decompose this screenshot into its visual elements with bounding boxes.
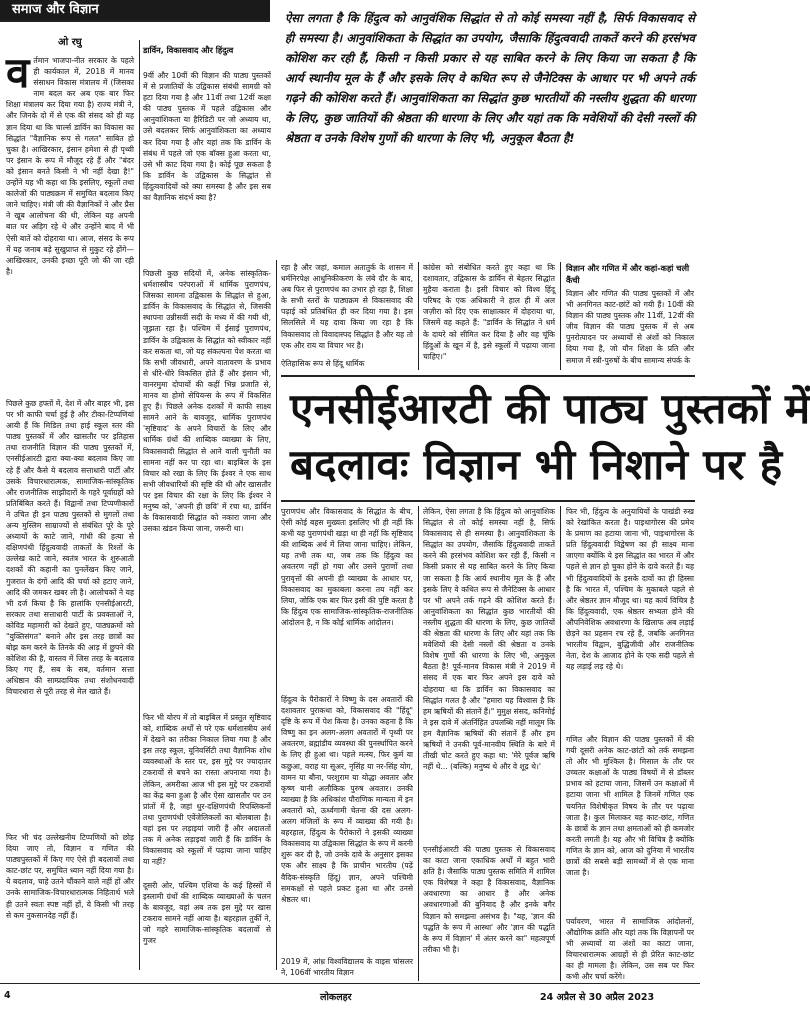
column-5-top: विज्ञान और गणित की पाठ्य पुस्तकों में और भी अनगिनत काट-छांटें को गयी हैं। 10वीं की विज्ञान की पाठ्य पुस्तक और 11वीं, 12वीं की जीव विज्ञान की पाठ्य पुस्तक में से अब पुनरोत्पादन पर अध्यायों से अंशों को निकाल दिया गया है, जो यौन शिक्षा के प्रति और समाज में स्त्री-पुरुषों के बीच सामान्य संपर्क के: [566, 289, 694, 365]
column-3-lower: पुराणपंथ और विकासवाद के सिद्धांत के बीच, ऐसी कोई बहस मुख्यतः इसलिए भी ही नहीं कि कभी यह पुराणपंथी खड़ा था ही नहीं कि सृष्टिवाद की शाब्दिक अर्थ में लिया जाना चाहिए। लेकिन, यह तभी तक था, जब तक कि हिंदुत्व का अवतरण नहीं हो गया और उसने पुराणों तथा पुरावृत्तों की अपनी ही व्याख्या के आधार पर, विकासवाद का मुकाबला करना तय नहीं कर लिया, जोकि एक बार फिर इसी की पुष्टि करता है कि हिंदुत्व एक सामाजिक-सांस्कृतिक-राजनीतिक आंदोलन है, न कि कोई धार्मिक आंदोलन।: [281, 507, 413, 627]
headline-rule-bottom: [281, 500, 695, 502]
column-divider: [560, 262, 561, 370]
drop-cap: व: [6, 48, 30, 97]
page-number: 4: [4, 990, 11, 1001]
column-5-lower: फिर भी, हिंदुत्व के अनुयायियों के पाखंडी रुख को रेखांकित करता है। पाइथागोरस की प्रमेय के प्रमाण का हटाया जाना भी, पाइथागोरस के प्रति हिंदुत्ववादी विद्वेषण का ही साक्ष्य माना जाएगा क्योंकि ये इस सिद्धांत का भारत में और पहले से ज्ञान हो चुका होने के दावे करते हैं। यह भी हिंदुत्ववादियों के इसके दावों का ही हिस्सा है कि भारत में, पश्चिम के मुकाबले पहले से और श्रेष्ठतर ज्ञान मौजूद था। यह कार्य विचित्र है कि हिंदुत्ववादी, एक श्रेष्ठतर सभ्यता होने की औपनिवेशिक अवधारणा के खिलाफ अब लड़ाई छेड़ने का प्रहसन रच रहे हैं, जबकि अनगिनत भारतीय विद्वान, बुद्धिजीवी और राजनीतिक नेता, देश के आजाद होने के एक सदी पहले से यह लड़ाई लड़ रहे थे।: [566, 507, 694, 672]
headline-line-1: एनसीईआरटी की पाठ्य पुस्तकों में: [290, 384, 810, 433]
column-divider: [560, 506, 561, 981]
column-5-lower-c: पर्यावरण, भारत में सामाजिक आंदोलनों, औद्योगिक क्रांति और यहां तक कि विज्ञापनों पर भी अध्यायों या अंशों का काटा जाना, विचारधारात्मक आग्रहों से ही प्रेरित काट-छांट का ही मामला है। लेकिन, उस सब पर फिर कभी और चर्चा करेंगे।: [566, 917, 694, 982]
headline-line-2: बदलावः विज्ञान भी निशाने पर है: [290, 440, 783, 489]
column-4-lower-b: एनसीईआरटी की पाठ्य पुस्तक से विकासवाद का काटा जाना एकाधिक अर्थों में बहुत भारी क्षति है। जैसाकि पाठ्य पुस्तक समिति में शामिल एक विशेषज्ञ ने कहा है विकासवाद, वैज्ञानिक अवधारणा का आधार है और अनेक अवधारणाओं की बुनियाद है और इनके बगैर विज्ञान को समझना असंभव है। "यह, 'ज्ञान की पद्धति के रूप में आस्था' और 'ज्ञान की पद्धति के रूप में विज्ञान' में अंतर करने का" महत्वपूर्ण तरीका भी है।: [423, 845, 555, 954]
paper-name: लोकलहर: [320, 992, 352, 1003]
subhead-darwin: डार्विन, विकासवाद और हिंदुत्व: [143, 45, 234, 55]
column-divider: [418, 262, 419, 370]
column-divider: [418, 506, 419, 981]
column-3-lower-c: 2019 में, आंध्र विश्वविद्यालय के वाइस चांसलर ने, 106वीं भारतीय विज्ञान: [281, 957, 413, 978]
column-3-top: रहा है और जहां, कमाल अतातुर्क के शासन में धर्मनिरपेक्ष आधुनिकीकरण के लंबे दौर के बाद, अब फिर से पुराणपंथ का उभार हो रहा है, शिक्षा के सभी स्तरों के पाठ्यक्रम से विकासवाद की पढ़ाई को प्रतिबंधित ही कर दिया गया है। इस सिलसिले में यह दावा किया जा रहा है कि विकासवाद तो विवादास्पद सिद्धांत है और यह तो एक और राय या विचार भर है।: [281, 263, 413, 350]
column-3-top-end: ऐतिहासिक रूप से हिंदू धार्मिक: [281, 359, 365, 368]
column-divider: [139, 40, 140, 970]
pull-quote: ऐसा लगता है कि हिंदुत्व को आनुवंशिक सिद्धांत से तो कोई समस्या नहीं है, सिर्फ विकासवाद से ही समस्या है। आनुवांशिकता के सिद्धांत का उपयोग, जैसाकि हिंदुत्ववादी ताकतें करने की हरसंभव कोशिश कर रही हैं, किसी न किसी प्रकार से यह साबित करने के लिए किया जा सकता है कि आर्य स्थानीय मूल के हैं और इसके लिए वे कथित रूप से जैनेटिक्स के आधार पर भी अपने तर्क गढ़ने की कोशिश करते हैं। आनुवांशिकता का सिद्धांत कुछ भारतीयों की नस्लीय शुद्धता की धारणा के लिए, कुछ जातियों की श्रेष्ठता की धारणा के लिए और यहां तक कि मवेशियों की देसी नस्लों की श्रेष्ठता व उनके विशेष गुणों की धारणा के लिए भी, अनुकूल बैठता है!: [285, 11, 695, 145]
column-2-body-d: दूसरी ओर, पश्चिम एशिया के कई हिस्सों में इस्लामी ग्रंथों की शाब्दिक व्याख्याओं के चलन के बावजूद, वहां अब तक इस मुद्दे पर खास टकराव सामने नहीं आया है। बहरहाल तुर्की ने, जो गहरे सामाजिक-सांस्कृतिक बदलावों से गुजर: [143, 881, 271, 946]
column-divider: [276, 260, 277, 970]
column-1-end: फिर भी चंद उल्लेखनीय टिप्पणियों को छोड़ दिया जाए तो, विज्ञान व गणित की पाठ्यपुस्तकों में किए गए ऐसे ही बदलावों तथा काट-छांट पर, समुचित ध्यान नहीं दिया गया है। ये बदलाव, चाहे उतने चौंकाने वाले नहीं हों और उनके सामाजिक-विचारधारात्मक निहितार्थ भले ही उतने स्वतः स्पष्ट नहीं हों, ये किसी भी तरह से कम नुकसानदेह नहीं हैं।: [6, 833, 134, 920]
column-4-lower: लेकिन, ऐसा लगता है कि हिंदुत्व को आनुवांशिक सिद्धांत से तो कोई समस्या नहीं है, सिर्फ विकासवाद से ही समस्या है। आनुवांशिकता के सिद्धांत का उपयोग, जैसाकि हिंदुत्ववादी ताकतें करने की हरसंभव कोशिश कर रही हैं, किसी न किसी प्रकार से यह साबित करने के लिए किया जा सकता है कि आर्य स्थानीय मूल के हैं और इसके लिए वे कथित रूप से जैनेटिक्स के आधार पर भी अपने तर्क गढ़ने की कोशिश करते हैं। आनुवांशिकता का सिद्धांत कुछ भारतीयों की नस्लीय शुद्धता की धारणा के लिए, कुछ जातियों की श्रेष्ठता की धारणा के लिए और यहां तक कि मवेशियों की देसी नस्लों की श्रेष्ठता व उनके विशेष गुणों की धारणा के लिए भी, अनुकूल बैठता है! पूर्व-मानव विकास मंत्री ने 2019 में संसद में एक बार फिर अपने इस दावे को दोहराया था कि डार्विन का विकासवाद का सिद्धांत गलत है और "हमारा यह विश्वास है कि हम ऋषियों की संतानें हैं।" मुमुक्ष संसद, कनिमोई ने इस दावे में अंतर्निहित उपलब्धि नहीं मालूम कि हम वैज्ञानिक ऋषियों की संतानें हैं और हम ऋषियों ने उनकी पूर्व-मानवीय स्थिति के बारे में तीखी चोट करते हुए कहा था: 'मेरे पूर्वज ऋषि नहीं थे... (बल्कि) मनुष्य थे और वे शूद्र थे।': [423, 507, 556, 772]
section-rule: [0, 20, 270, 22]
issue-date: 24 अप्रैल से 30 अप्रैल 2023: [540, 992, 655, 1003]
column-5-lower-b: गणित और विज्ञान की पाठ्य पुस्तकों में की गयी दूसरी अनेक काट-छांटों को तर्क समझना तो और भी मुश्किल है। मिसाल के तौर पर उच्चतर कक्षाओं के पाठ्य विषयों में से डॉब्लर प्रभाव को हटाया जाना, जिसमें उन कक्षाओं में हटाया जाना भी शामिल है जिनमें गणित एक चयनित विशेषीकृत विषय के तौर पर पढ़ाया जाता है। कुल मिलाकर यह काट-छांट, गणित के छात्रों के ज्ञान तथा क्षमताओं को ही कमजोर करती लगती है। यह और भी विचित्र है क्योंकि गणित के ज्ञान को, आज को दुनिया में भारतीय छात्रों की सबसे बड़ी सामर्थ्यों में से एक माना जाता है।: [566, 735, 694, 878]
section-label: समाज और विज्ञान: [0, 0, 270, 20]
subhead-science-math: विज्ञान और गणित में और कहां-कहां चली कैंची: [566, 263, 690, 285]
column-1-body: पिछले कुछ हफ्तों में, देश में और बाहर भी, इस पर भी काफी चर्चा हुई है और टीका-टिप्पणियां आयी हैं कि मिडिल तथा हाई स्कूल स्तर की पाठ्य पुस्तकों में और खासतौर पर इतिहास तथा राजनीति विज्ञान की पाठ्य पुस्तकों में, एनसीईआरटी द्वारा क्या-क्या बदलाव किए जा रहे हैं और कैसे ये बदलाव सत्ताधारी पार्टी और उसके विचारधारात्मक, सामाजिक-सांस्कृतिक और राजनीतिक साझीदारों के गहरे पूर्वाग्रहों को प्रतिबिंबित करते हैं। विद्वानों तथा टिप्पणीकारों ने उचित ही इन पाठ्य पुस्तकों से मुगलों तथा अन्य मुस्लिम साम्राज्यों से संबंधित पूरे के पूरे अध्यायों के काटे जाने, गांधी की हत्या से दक्षिणपंथी हिंदुत्ववादी ताकतों के रिश्तों के उल्लेख काटे जाने, स्वतंत्र भारत के शुरुआती दशकों की कहानी का पुनर्लेखन किए जाने, गुजरात के दंगों आदि की चर्चा को हटाए जाने, आदि की जमकर खबर ली है। आलोचकों ने यह भी दर्ज किया है कि हालांकि एनसीईआरटी, सरकार तथा सत्ताधारी पार्टी के प्रवक्ताओं ने, कोविड महामारी को देखते हुए, पाठ्यक्रमों को "युक्तिसंगत" बनाने और इस तरह छात्रों का बोझ कम करने के तिनके की आड़ में छुपने की कोशिश की है, वास्तव में जिस तरह के बदलाव किए गए हैं, सब के सब, वर्तमान सत्ता अधिष्ठान की साम्प्रदायिक तथा संशोधनवादी विचारधारा से पूरी तरह से मेल खाते हैं।: [6, 399, 134, 697]
column-1-intro-text: र्तमान भाजपा-नीत सरकार के पहले ही कार्यकाल में, 2018 में मानव संसाधन विकास मंत्रालय में (जिसका नाम बदल कर अब एक बार फिर शिक्षा मंत्रालय कर दिया गया है) राज्य मंत्री ने, और जिनके दो में से एक की संसद को ही यह ज्ञान दिया था कि चार्ल्स डार्विन का विकास का सिद्धांत "वैज्ञानिक रूप से गलत" साबित हो चुका है। आखिरकार, इंसान हमेशा से ही पृथ्वी पर इंसान के रूप में मौजूद रहे हैं और "बंदर को इंसान बनते किसी ने भी नहीं देखा है!" उन्होंने यह भी कहा था कि इसलिए, स्कूलों तथा कालेजों की पाठ्यक्रम में समुचित बदलाव किए जाने चाहिए। मंत्री जी की वैज्ञानिकों ने और प्रैस ने खूब आलोचना की थी, लेकिन यह अपनी बात पर अड़िग रहे थे और उन्होंने बाद में भी ऐसी बातें को दोहराया था। आज, संसद के रूप में यह जनाब बड़े सुखुप्राप्त से मुकुट रहे होंगे—आखिरकार, उनकी इच्छा पूरी जो की जा रही है।: [6, 56, 134, 276]
footer-rule: [0, 983, 700, 984]
column-2-body-b: पिछली कुछ सदियों में, अनेक सांस्कृतिक-धर्मशास्त्रीय परंपराओं में धार्मिक पुराणपंथ, जिसका सामना उद्विकास के सिद्धांत से हुआ, डार्विन के विकासवाद के सिद्धांत से, जिसकी स्थापना उन्नीसवीं सदी के मध्य में की गयी थी, जूझता रहा है। पश्चिम में ईसाई पुराणपंथ, डार्विन के उद्विकास के सिद्धांत को स्वीकार नहीं कर सकता था, जो यह संकल्पना पेश करता था कि सभी जीवधारी, अपने वातावरण के प्रभाव से धीरे-धीरे विकसित होते हैं और इंसान भी, वानरमुमा दोपायों की कहीं भिन्न प्रजाति से, मानव या होमो सेपियन्स के रूप में विकसित हुए हैं। पिछले अनेक दशकों में काफी साक्ष्य सामने आने के बावजूद, धार्मिक पुराणपंथ 'सृष्टिवाद' के अपने विचारों के लिए और धार्मिक ग्रंथों की शाब्दिक व्याख्या के लिए, विकासवादी सिद्धांत से आने वाली चुनौती का सामना नहीं कर पा रहा था। बाइबिल के इस विचार को रखा के लिए कि ईश्वर ने एक साथ सभी जीवधारियों की सृष्टि की थी और खासतौर पर इस विचार की रक्षा के लिए कि ईश्वर ने मनुष्य को, 'अपनी ही छवि' में रचा था, डार्विन के विकासवादी सिद्धांत को नकारा जाना और उसका खंडन किया जाना, जरूरी था।: [143, 269, 271, 534]
column-2-body-c: फिर भी योरप में तो बाइबिल में प्रस्तुत सृष्टिवाद को, शाब्दिक अर्थों से परे एक धर्मशास्त्रीय अर्थ में देखने का तरीका निकाल लिया गया है और इस तरह स्कूल, यूनिवर्सिटी तथा वैज्ञानिक शोध व्यवस्थाओं के स्तर पर, इस मुद्दे पर ज्यादातर टकरावों से बचने का रास्ता अपनाया गया है। लेकिन, अमरीका आज भी इस मुद्दे पर टकरावों का केंद्र बना हुआ है और ऐसा खासतौर पर उन प्रांतों में है, जहां धुर-दक्षिणपंथी रिपब्लिकनों तथा पुराणपंथी एवेंजेलिकलों का बोलबाला है। वहां इस पर लड़ाइयां जारी हैं और अदालतों तक में अनेक लड़ाइयां जारी हैं कि डार्विन के विकासवाद को स्कूलों में पढ़ाया जाना चाहिए या नहीं?: [143, 713, 271, 867]
column-2-body: 9वीं और 10वीं की विज्ञान की पाठ्य पुस्तकों में से प्रजातियों के उद्विकास संबंधी सामग्री को हटा दिया गया है और 11वीं तथा 12वीं कक्षा की पाठ्य पुस्तक में पहले उद्विकास और आनुवांशिकता या हैरिडिटी पर जो अध्याय था, उसे बदलकर सिर्फ आनुवांशिकता का अध्याय कर दिया गया है और यहां तक कि डार्विन के संबंध में पहले जो एक बॉक्स हुआ करता था, उसे भी काट दिया गया है। कोई पूछ सकता है कि डार्विन के उद्विकास के सिद्धांत से हिंदुत्ववादियों को क्या समस्या है और इस सब का वैज्ञानिक संदर्भ क्या है?: [143, 71, 271, 203]
headline-rule-top: [281, 375, 695, 377]
column-3-lower-b: हिंदुत्व के पैरोकारों ने विष्णु के दस अवतारों की दशावतार पुराकथा को, विकासवाद की "हिंदू" दृष्टि के रूप में पेश किया है। उनका कहना है कि विष्णु का इन अलग-अलग अवतारों में पृथ्वी पर अवतरण, ब्रह्मांडीय व्यवस्था की पुनर्स्थापित करने के लिए ही हुआ था। पहले मत्स्य, फिर कूर्म या कछुआ, वराह या सूअर, नृसिंह या नर-सिंह योग, वामन या बौना, परशुराम या योद्धा अवतार और कृष्ण यानी अलौकिक पुरुष अवतार। उनकी व्याख्या है कि अधिकांश पौराणिक मान्यता में इन अवतारों को, ऊर्ध्वगामी चेतना की दस अलग-अलग मंजिलों के रूप में व्याख्या की गयी है। बहरहाल, हिंदुत्व के पैरोकारों ने इसकी व्याख्या विकासवाद या उद्विकास सिद्धांत के रूप में करनी शुरू कर दी है, जो उनके दावे के अनुसार इसका एक और साक्ष्य है कि प्राचीन भारतीय (पढ़ें वैदिक-संस्कृति हिंदू) ज्ञान, अपने पश्चिमी समकक्षों से पहले प्रकट हुआ था और उनसे श्रेष्ठतर था।: [281, 695, 413, 904]
column-4-top: कांग्रेस को संबोधित करते हुए कहा था कि दशावतार, उद्विकास के डार्विन से बेहतर सिद्धांत मुहैया कराता है। इसी विचार को विश्व हिंदू परिषद के एक अधिकारी ने हाल ही में अल जज़ीरा को दिए एक साक्षात्कार में दोहराया था, जिसमें वह कहते हैं: "डार्विन के सिद्धांत ने धर्म के दायरे को सीमित कर दिया है और वह चूंकि हिंदुओं के खून में है, इसे स्कूलों में पढ़ाया जाना चाहिए।": [423, 263, 555, 361]
column-1-intro: [6, 48, 134, 395]
byline-author: ओ रघु: [58, 37, 82, 48]
